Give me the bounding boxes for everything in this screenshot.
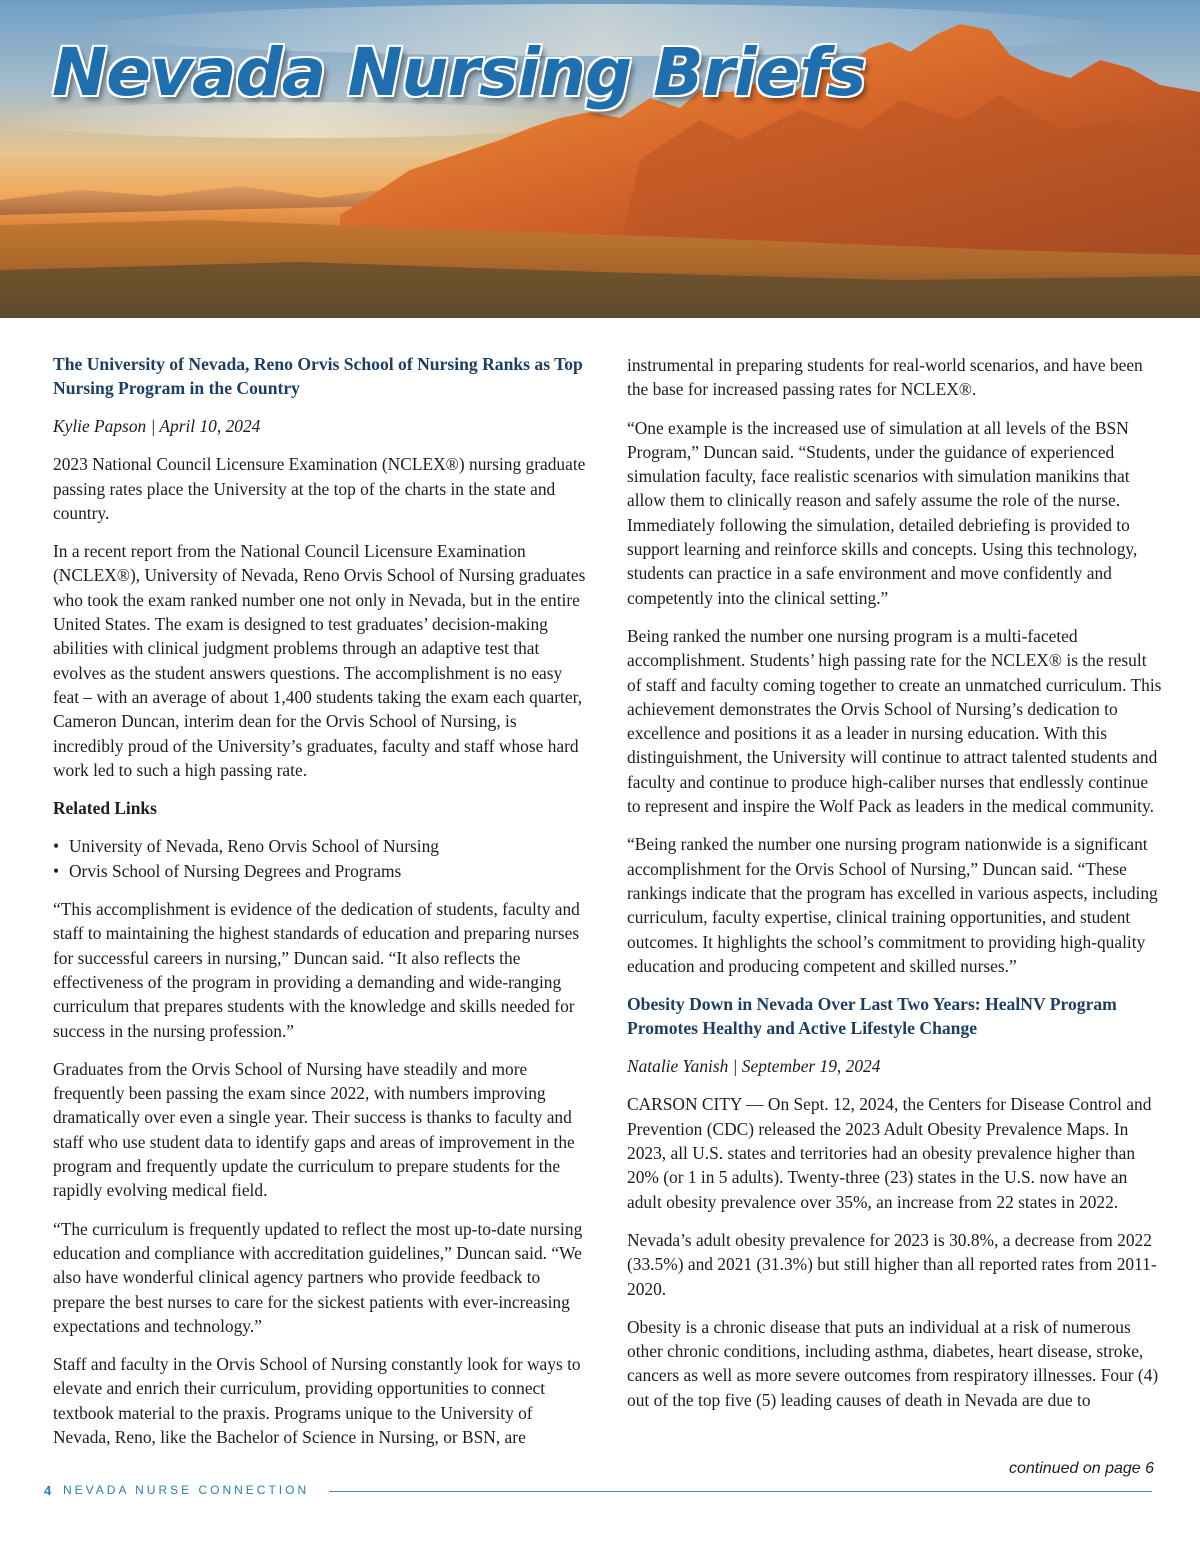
- masthead-banner: [0, 0, 1200, 318]
- publication-name: NEVADA NURSE CONNECTION: [63, 1483, 310, 1497]
- article2-header: [627, 992, 1162, 1078]
- page-footer: [44, 1483, 1152, 1501]
- related-links-heading: Related Links: [53, 798, 157, 819]
- related-link[interactable]: • University of Nevada, Reno Orvis School of Nursing: [53, 834, 588, 858]
- article-paragraph: “One example is the increased use of simulation at all levels of the BSN Program,” Duncan said. “Students, under the guidance of experienced simulation faculty, face realistic scenarios with simulation manikins that allow them to clinically reason and safely assume the role of the nurse. Immediately following the simulation, detailed debriefing is provided to support learning and reinforce skills and concepts. Using this technology, students can practice in a safe environment and move confidently and competently into the clinical setting.”: [627, 417, 1138, 608]
- continued-note: continued on page 6: [1009, 1460, 1155, 1477]
- related-link[interactable]: • Orvis School of Nursing Degrees and Programs: [53, 859, 588, 883]
- article-paragraph: “This accomplishment is evidence of the dedication of students, faculty and staff to maintaining the highest standards of education and preparing nurses for successful careers in nursing,” Duncan said. “It also reflects the effectiveness of the program in providing a demanding and wide-ranging curriculum that prepares students with the knowledge and skills needed for success in the nursing profession.”: [53, 899, 580, 1041]
- article2-headline: Obesity Down in Nevada Over Last Two Years: HealNV Program Promotes Healthy and Active Lifestyle Change: [627, 994, 1117, 1039]
- masthead-title: Nevada Nursing Briefs: [52, 34, 866, 111]
- article2-byline: Natalie Yanish | September 19, 2024: [627, 1056, 881, 1077]
- article-paragraph: Graduates from the Orvis School of Nursing have steadily and more frequently been passing the exam since 2022, with numbers improving dramatically over even a single year. Their success is thanks to faculty and staff who use student data to identify gaps and areas of improvement in the program and frequently update the curriculum to prepare students for the rapidly evolving medical field.: [53, 1058, 575, 1201]
- article-paragraph: Nevada’s adult obesity prevalence for 2023 is 30.8%, a decrease from 2022 (33.5%) and 2021 (31.3%) but still higher than all reported rates from 2011-2020.: [627, 1229, 1157, 1299]
- article-paragraph: Staff and faculty in the Orvis School of Nursing constantly look for ways to elevate and enrich their curriculum, providing opportunities to connect textbook material to the praxis. Programs unique to the University of Nevada, Reno, like the Bachelor of Science in Nursing, or BSN, are: [53, 1354, 581, 1447]
- article-paragraph: “The curriculum is frequently updated to reflect the most up-to-date nursing education and compliance with accreditation guidelines,” Duncan said. “We also have wonderful clinical agency partners who provide feedback to prepare the best nurses to care for the sickest patients with ever-increasing expectations and technology.”: [53, 1218, 583, 1336]
- footer-divider: [329, 1491, 1152, 1492]
- related-links-list: [53, 834, 588, 883]
- article-paragraph: “Being ranked the number one nursing program nationwide is a significant accomplishment for the Orvis School of Nursing,” Duncan said. “These rankings indicate that the program has excelled in various aspects, including curriculum, faculty expertise, clinical training opportunities, and student outcomes. It highlights the school’s commitment to providing high-quality education and producing competent and skilled nurses.”: [627, 834, 1158, 976]
- left-column: [53, 352, 588, 1463]
- article-paragraph: CARSON CITY — On Sept. 12, 2024, the Centers for Disease Control and Prevention (CDC) released the 2023 Adult Obesity Prevalence Maps. In 2023, all U.S. states and territories had an obesity prevalence higher than 20% (or 1 in 5 adults). Twenty-three (23) states in the U.S. now have an adult obesity prevalence over 35%, an increase from 22 states in 2022.: [627, 1094, 1152, 1212]
- article-paragraph: instrumental in preparing students for real-world scenarios, and have been the base for increased passing rates for NCLEX®.: [627, 355, 1143, 400]
- article-paragraph: 2023 National Council Licensure Examination (NCLEX®) nursing graduate passing rates place the University at the top of the charts in the state and country.: [53, 454, 586, 523]
- article-paragraph: Obesity is a chronic disease that puts an individual at a risk of numerous other chronic conditions, including asthma, diabetes, heart disease, stroke, cancers as well as more severe outcomes from respiratory illnesses. Four (4) out of the top five (5) leading causes of death in Nevada are due to: [627, 1316, 1159, 1410]
- page-number: 4: [44, 1483, 54, 1498]
- article-headline: The University of Nevada, Reno Orvis School of Nursing Ranks as Top Nursing Program in the Country: [53, 354, 583, 398]
- article-byline: Kylie Papson | April 10, 2024: [53, 416, 261, 436]
- article-paragraph: In a recent report from the National Council Licensure Examination (NCLEX®), University of Nevada, Reno Orvis School of Nursing graduates who took the exam ranked number one not only in Nevada, but in the entire United States. The exam is designed to test graduates’ decision-making abilities with clinical judgment problems through an adaptive test that evolves as the student answers questions. The accomplishment is no easy feat – with an average of about 1,400 students taking the exam each quarter, Cameron Duncan, interim dean for the Orvis School of Nursing, is incredibly proud of the University’s graduates, faculty and staff whose hard work led to such a high passing rate.: [53, 541, 586, 780]
- right-column: [627, 353, 1162, 1426]
- article-paragraph: Being ranked the number one nursing program is a multi-faceted accomplishment. Students’ high passing rate for the NCLEX® is the result of staff and faculty coming together to create an unmatched curriculum. This achievement demonstrates the Orvis School of Nursing’s dedication to excellence and positions it as a leader in nursing education. With this distinguishment, the University will continue to attract talented students and faculty and continue to produce high-caliber nurses that endlessly continue to represent and inspire the Wolf Pack as leaders in the medical community.: [627, 625, 1162, 817]
